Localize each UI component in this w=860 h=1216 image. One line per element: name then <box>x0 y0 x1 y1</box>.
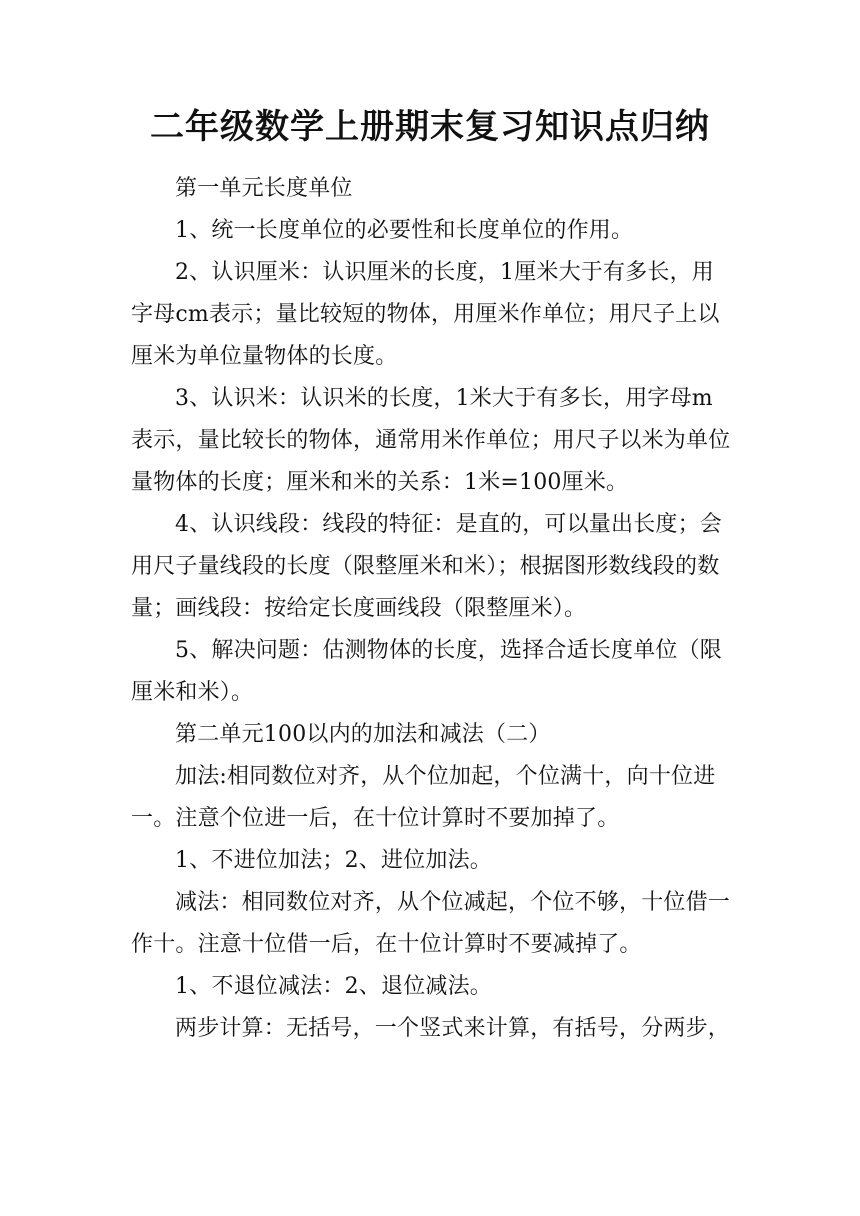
document-title: 二年级数学上册期末复习知识点归纳 <box>150 107 710 147</box>
paragraph-2: 2、认识厘米：认识厘米的长度，1厘米大于有多长，用字母cm表示；量比较短的物体，用厘米作单位；用尺子上以厘米为单位量物体的长度。 <box>131 260 720 369</box>
addition-types-paragraph: 1、不进位加法；2、进位加法。 <box>175 848 492 873</box>
unit-heading-1: 第一单元长度单位 <box>175 176 353 201</box>
paragraph-3: 3、认识米：认识米的长度，1米大于有多长，用字母m表示，量比较长的物体，通常用米作单位；用尺子以米为单位量物体的长度；厘米和米的关系：1米=100厘米。 <box>131 386 731 495</box>
paragraph-5: 5、解决问题：估测物体的长度，选择合适长度单位（限厘米和米）。 <box>131 638 722 705</box>
two-step-calculation-paragraph: 两步计算：无括号，一个竖式来计算，有括号，分两步， <box>175 1016 731 1041</box>
document-body <box>131 168 731 1050</box>
paragraph-1: 1、统一长度单位的必要性和长度单位的作用。 <box>175 218 634 243</box>
subtraction-paragraph: 减法：相同数位对齐，从个位减起，个位不够，十位借一作十。注意十位借一后，在十位计算时不要减掉了。 <box>131 890 731 957</box>
addition-paragraph: 加法:相同数位对齐，从个位加起，个位满十，向十位进一。注意个位进一后，在十位计算时不要加掉了。 <box>131 764 716 831</box>
paragraph-4: 4、认识线段：线段的特征：是直的，可以量出长度；会用尺子量线段的长度（限整厘米和米）；根据图形数线段的数量；画线段：按给定长度画线段（限整厘米）。 <box>131 512 722 621</box>
subtraction-types-paragraph: 1、不退位减法：2、退位减法。 <box>175 974 492 999</box>
unit-heading-2: 第二单元100以内的加法和减法（二） <box>175 722 551 747</box>
